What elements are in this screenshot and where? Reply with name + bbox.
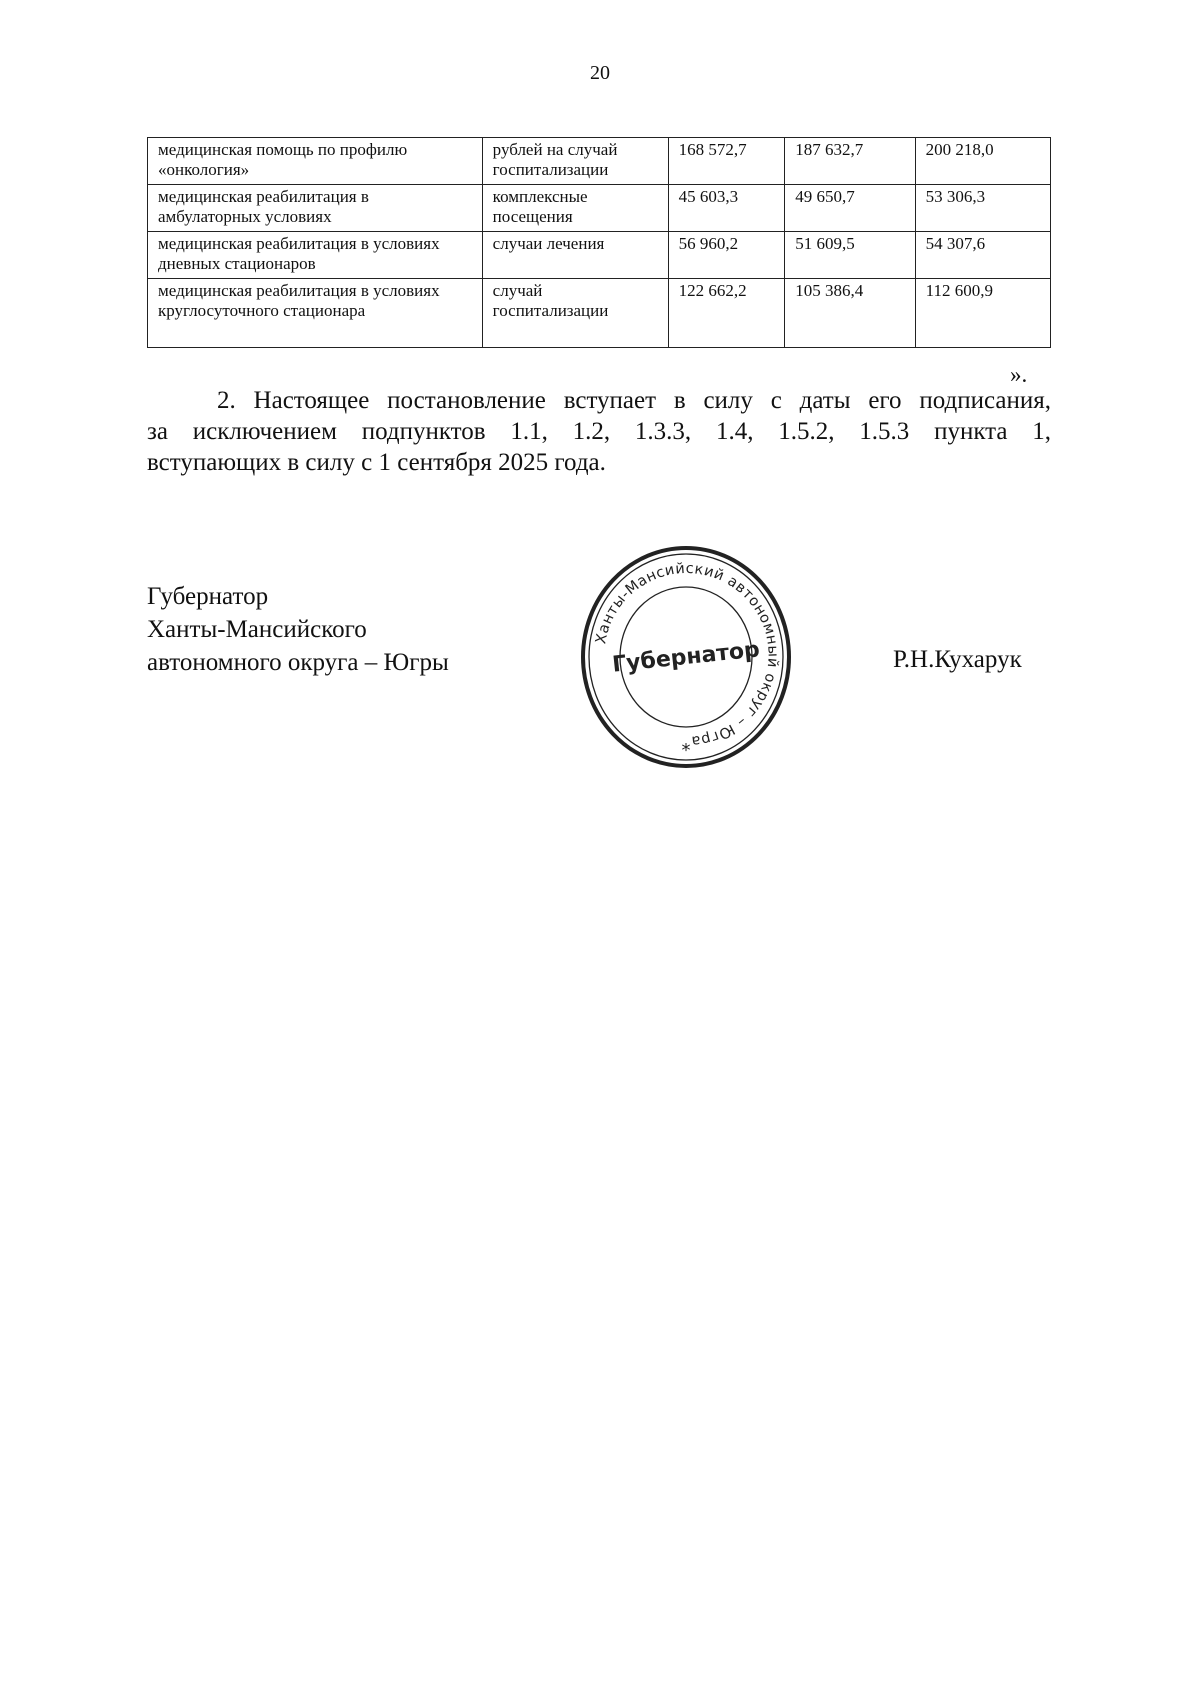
row-value-1: 56 960,2 <box>668 232 785 279</box>
row-name: медицинская реабилитация в амбулаторных условиях <box>148 185 483 232</box>
official-seal <box>580 544 792 770</box>
row-value-3: 200 218,0 <box>915 138 1050 185</box>
row-value-3: 54 307,6 <box>915 232 1050 279</box>
seal-ring-text: Ханты-Мансийский автономный округ – Югра <box>593 560 781 749</box>
paragraph-line: вступающих в силу с 1 сентября 2025 года. <box>147 449 606 476</box>
row-unit: рублей на случай госпитализации <box>482 138 668 185</box>
norms-table <box>147 137 1051 348</box>
body-paragraph <box>147 385 1051 478</box>
row-name: медицинская помощь по профилю «онкология» <box>148 138 483 185</box>
page-number: 20 <box>590 62 610 84</box>
row-name: медицинская реабилитация в условиях дневных стационаров <box>148 232 483 279</box>
table-row <box>148 232 1051 279</box>
paragraph-line: за исключением подпунктов 1.1, 1.2, 1.3.3, 1.4, 1.5.2, 1.5.3 пункта 1, <box>147 418 1051 445</box>
seal-star: * <box>681 740 691 761</box>
row-value-1: 45 603,3 <box>668 185 785 232</box>
signer-title-line: автономного округа – Югры <box>147 649 449 676</box>
row-value-1: 122 662,2 <box>668 279 785 348</box>
signer-title-line: Ханты-Мансийского <box>147 616 367 643</box>
signer-title-line: Губернатор <box>147 583 269 610</box>
row-value-2: 51 609,5 <box>785 232 915 279</box>
row-unit: случаи лечения <box>482 232 668 279</box>
row-value-2: 49 650,7 <box>785 185 915 232</box>
row-value-3: 53 306,3 <box>915 185 1050 232</box>
table-row <box>148 185 1051 232</box>
row-value-1: 168 572,7 <box>668 138 785 185</box>
signer-name: Р.Н.Кухарук <box>893 646 1022 673</box>
row-unit: случай госпитализации <box>482 279 668 348</box>
seal-center-text: Губернатор <box>611 637 761 678</box>
row-name: медицинская реабилитация в условиях круглосуточного стационара <box>148 279 483 348</box>
signer-title <box>147 580 449 679</box>
row-value-2: 105 386,4 <box>785 279 915 348</box>
table-row <box>148 138 1051 185</box>
paragraph-line: 2. Настоящее постановление вступает в силу с даты его подписания, <box>217 387 1051 414</box>
closing-quote: ». <box>1010 362 1028 387</box>
row-unit: комплексные посещения <box>482 185 668 232</box>
table-row <box>148 279 1051 348</box>
row-value-2: 187 632,7 <box>785 138 915 185</box>
row-value-3: 112 600,9 <box>915 279 1050 348</box>
